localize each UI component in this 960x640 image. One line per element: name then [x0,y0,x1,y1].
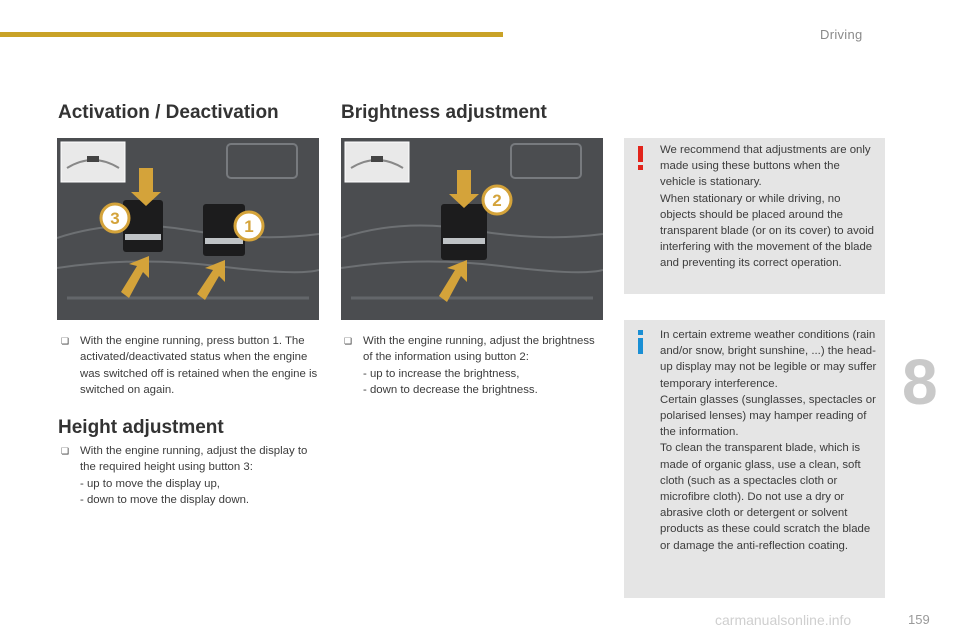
section-label: Driving [820,27,863,42]
brightness-figure [341,138,603,320]
info-i-icon [638,330,646,354]
watermark-text: carmanualsonline.info [715,612,852,628]
info-callout [624,320,885,598]
header-accent-bar [0,32,503,37]
height-item-down: - down to move the display down. [80,493,250,506]
height-text: ❏ With the engine running, adjust the display to the required height using button 3: - up to move the display up, - down to move the display down. [58,443,320,508]
callout-button-2: 2 [492,191,502,210]
brightness-item-down: - down to decrease the brightness. [363,383,538,396]
info-text: In certain extreme weather conditions (rain and/or snow, bright sunshine, ...) the head-up display may not be legible or may suffer temporary interference. Certain glasses (sunglasses, spectacles or polarised lenses) may hamper reading of the information. To clean the transparent blade, which is made of organic glass, use a clean, soft cloth (such as a spectacles cloth or microfibre cloth). Do not use a dry or abrasive cloth or detergent or solvent products as these could scratch the blade or damage the anti-reflection coating. [660,329,877,552]
callout-button-3: 3 [110,209,120,228]
warning-text: We recommend that adjustments are only made using these buttons when the vehicle is stationary. When stationary or while driving, no objects should be placed around the transparent blade (or on its cover) to avoid interfering with the movement of the blade and preventing its correct operation. [660,144,875,270]
brightness-item-up: - up to increase the brightness, [363,367,520,380]
chapter-number: 8 [902,346,938,418]
activation-text: ❏ With the engine running, press button 1. The activated/deactivated status when the engine was switched off is retained when the engine is switched on again. [61,335,318,396]
height-item-up: - up to move the display up, [80,477,220,490]
brightness-heading: Brightness adjustment [341,102,547,123]
activation-figure [57,138,319,320]
bullet-square-icon: ❏ [61,446,70,456]
bullet-square-icon: ❏ [61,336,70,346]
callout-button-1: 1 [244,217,254,236]
height-heading: Height adjustment [58,417,224,438]
bullet-square-icon: ❏ [344,336,353,346]
warning-callout [624,138,885,294]
page-number: 159 [908,612,930,627]
brightness-text: ❏ With the engine running, adjust the brightness of the information using button 2: - up to increase the brightness, - down to decrease the brightness. [341,333,603,398]
warning-exclamation-icon [638,146,646,170]
activation-heading: Activation / Deactivation [58,102,279,123]
